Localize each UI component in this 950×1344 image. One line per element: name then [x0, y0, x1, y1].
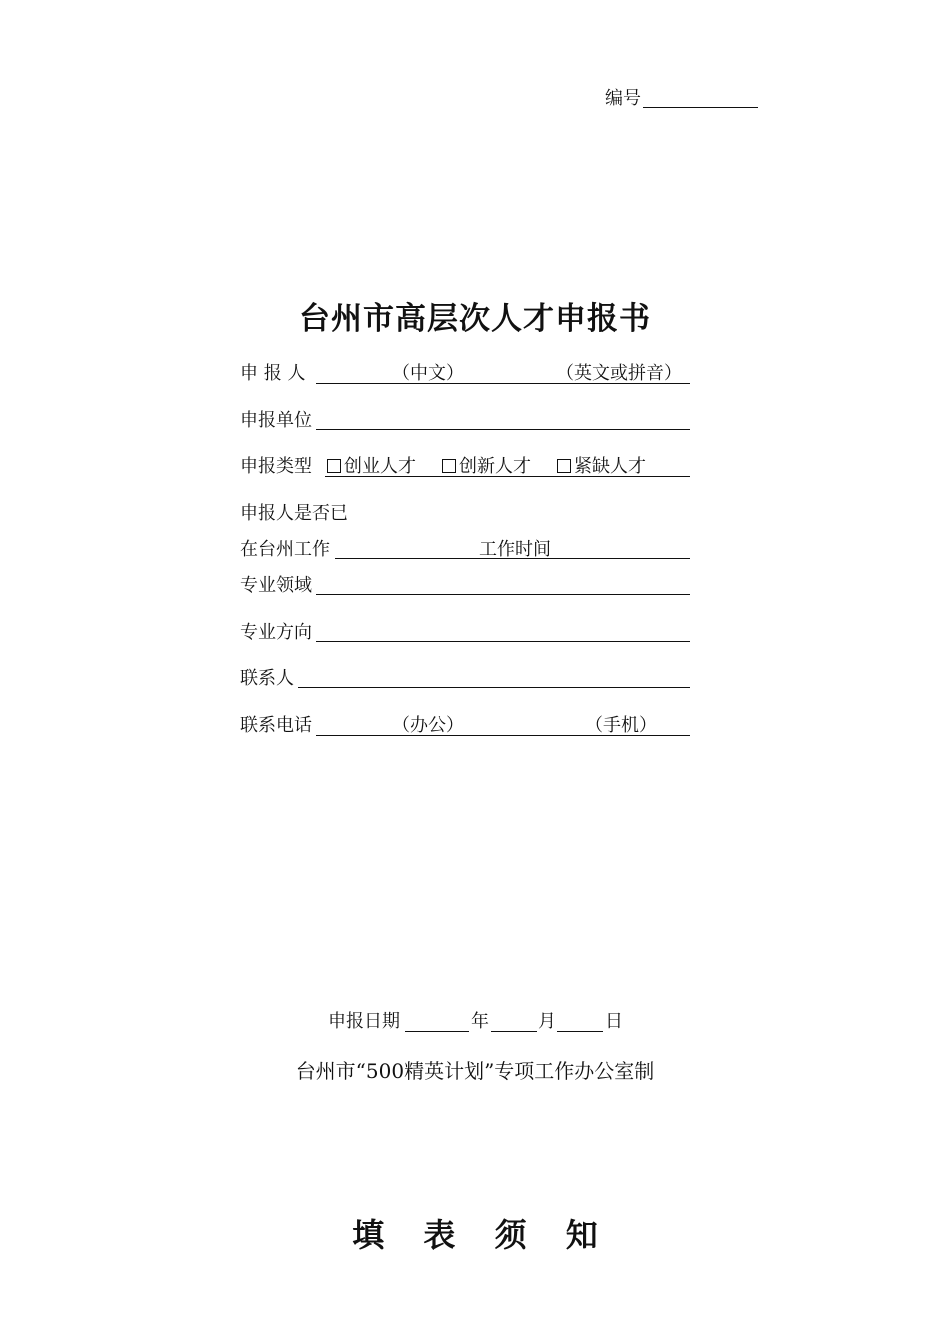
- unit-input-line[interactable]: [316, 429, 690, 430]
- serial-label: 编号: [605, 88, 641, 109]
- work-time-label: 工作时间: [479, 539, 551, 560]
- page-title: 台州市高层次人才申报书: [299, 301, 651, 337]
- phone-office-hint: （办公）: [392, 715, 464, 736]
- contact-label: 联系人: [240, 668, 294, 689]
- type-option-entrepreneur[interactable]: [327, 456, 416, 478]
- phone-label: 联系电话: [240, 715, 312, 736]
- field-input-line[interactable]: [316, 594, 690, 595]
- working-label-line1: 申报人是否已: [240, 503, 348, 524]
- direction-input-line[interactable]: [316, 641, 690, 642]
- date-year-line[interactable]: [405, 1031, 469, 1032]
- maker-line: 台州市“500精英计划”专项工作办公室制: [295, 1059, 655, 1083]
- type-option-label: 创新人才: [459, 456, 531, 477]
- unit-label: 申报单位: [240, 410, 312, 431]
- applicant-label: 申 报 人: [240, 363, 306, 384]
- serial-input-line[interactable]: [643, 107, 758, 108]
- date-label: 申报日期: [328, 1011, 400, 1032]
- type-option-shortage[interactable]: [557, 456, 646, 478]
- checkbox-icon[interactable]: [442, 459, 456, 473]
- field-label: 专业领域: [240, 575, 312, 596]
- contact-input-line[interactable]: [298, 687, 690, 688]
- type-option-label: 创业人才: [344, 456, 416, 477]
- date-year-label: 年: [471, 1011, 489, 1032]
- applicant-chinese-hint: （中文）: [392, 363, 464, 384]
- direction-label: 专业方向: [240, 622, 312, 643]
- notice-title: 填 表 须 知: [352, 1216, 612, 1254]
- date-day-label: 日: [605, 1011, 623, 1032]
- checkbox-icon[interactable]: [557, 459, 571, 473]
- type-option-label: 紧缺人才: [574, 456, 646, 477]
- working-label-line2: 在台州工作: [240, 539, 330, 560]
- checkbox-icon[interactable]: [327, 459, 341, 473]
- type-label: 申报类型: [240, 456, 312, 477]
- applicant-english-hint: （英文或拼音）: [556, 363, 682, 384]
- type-option-innovation[interactable]: [442, 456, 531, 478]
- phone-mobile-hint: （手机）: [585, 715, 657, 736]
- date-month-line[interactable]: [491, 1031, 537, 1032]
- date-day-line[interactable]: [557, 1031, 603, 1032]
- date-month-label: 月: [538, 1011, 556, 1032]
